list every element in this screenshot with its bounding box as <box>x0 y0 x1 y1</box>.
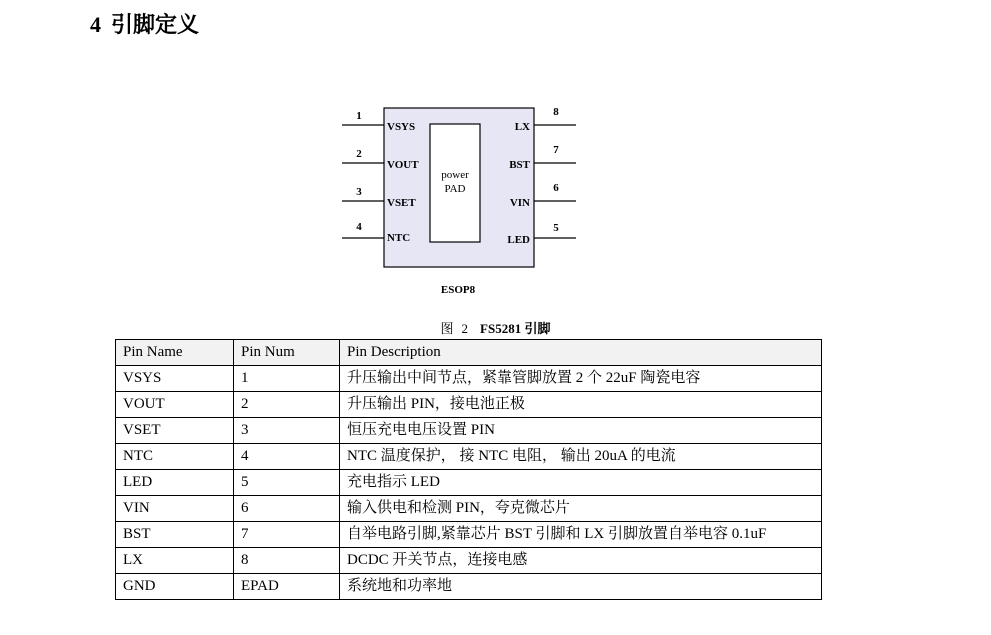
pin-number: 1 <box>356 110 362 122</box>
table-row <box>116 444 822 470</box>
cell-pin-name: NTC <box>116 444 234 470</box>
pin-name: VIN <box>509 197 530 209</box>
power-pad-label-1: power <box>441 169 469 181</box>
table-row <box>116 574 822 600</box>
cell-pin-name: VOUT <box>116 392 234 418</box>
package-label: ESOP8 <box>440 284 476 296</box>
cell-pin-description: 充电指示 LED <box>340 470 822 496</box>
table-row <box>116 366 822 392</box>
cell-pin-name: BST <box>116 522 234 548</box>
pin-number: 6 <box>553 182 559 194</box>
header-pin-name: Pin Name <box>116 340 234 366</box>
table-row <box>116 548 822 574</box>
cell-pin-name: VSYS <box>116 366 234 392</box>
cell-pin-num: 1 <box>234 366 340 392</box>
cell-pin-name: VSET <box>116 418 234 444</box>
table-row <box>116 470 822 496</box>
cell-pin-description: 恒压充电电压设置 PIN <box>340 418 822 444</box>
header-pin-description: Pin Description <box>340 340 822 366</box>
table-row <box>116 522 822 548</box>
pin-table <box>115 339 822 600</box>
pin-name: VOUT <box>387 159 419 171</box>
cell-pin-num: 3 <box>234 418 340 444</box>
cell-pin-description: DCDC 开关节点，连接电感 <box>340 548 822 574</box>
cell-pin-name: GND <box>116 574 234 600</box>
table-header-row <box>116 340 822 366</box>
cell-pin-num: 7 <box>234 522 340 548</box>
cell-pin-description: NTC 温度保护， 接 NTC 电阻， 输出 20uA 的电流 <box>340 444 822 470</box>
cell-pin-name: LX <box>116 548 234 574</box>
cell-pin-num: 2 <box>234 392 340 418</box>
pin-name: VSYS <box>387 121 416 133</box>
pin-name: NTC <box>387 232 411 244</box>
pin-name: LED <box>507 234 530 246</box>
section-number: 4 <box>90 12 101 37</box>
figure-title: FS5281 引脚 <box>480 321 551 336</box>
header-pin-num: Pin Num <box>234 340 340 366</box>
pin-name: VSET <box>387 197 416 209</box>
pin-diagram <box>0 0 991 300</box>
cell-pin-num: 5 <box>234 470 340 496</box>
cell-pin-description: 输入供电和检测 PIN，夸克微芯片 <box>340 496 822 522</box>
cell-pin-description: 系统地和功率地 <box>340 574 822 600</box>
cell-pin-num: 6 <box>234 496 340 522</box>
pin-number: 7 <box>553 144 559 156</box>
pin-number: 2 <box>356 148 362 160</box>
cell-pin-description: 升压输出中间节点，紧靠管脚放置 2 个 22uF 陶瓷电容 <box>340 366 822 392</box>
pin-name: BST <box>509 159 530 171</box>
pin-number: 5 <box>553 222 559 234</box>
figure-number: 2 <box>461 321 469 336</box>
table-row <box>116 496 822 522</box>
table-row <box>116 392 822 418</box>
cell-pin-description: 自举电路引脚,紧靠芯片 BST 引脚和 LX 引脚放置自举电容 0.1uF <box>340 522 822 548</box>
table-row <box>116 418 822 444</box>
cell-pin-name: LED <box>116 470 234 496</box>
section-title: 引脚定义 <box>111 13 200 38</box>
figure-label: 图 <box>440 322 454 337</box>
cell-pin-description: 升压输出 PIN，接电池正极 <box>340 392 822 418</box>
cell-pin-num: 8 <box>234 548 340 574</box>
figure-caption <box>0 318 991 337</box>
cell-pin-name: VIN <box>116 496 234 522</box>
power-pad-label-2: PAD <box>444 183 466 195</box>
pin-number: 8 <box>553 106 559 118</box>
cell-pin-num: 4 <box>234 444 340 470</box>
pin-number: 3 <box>356 186 362 198</box>
cell-pin-num: EPAD <box>234 574 340 600</box>
pin-name: LX <box>514 121 530 133</box>
pin-number: 4 <box>356 221 362 233</box>
